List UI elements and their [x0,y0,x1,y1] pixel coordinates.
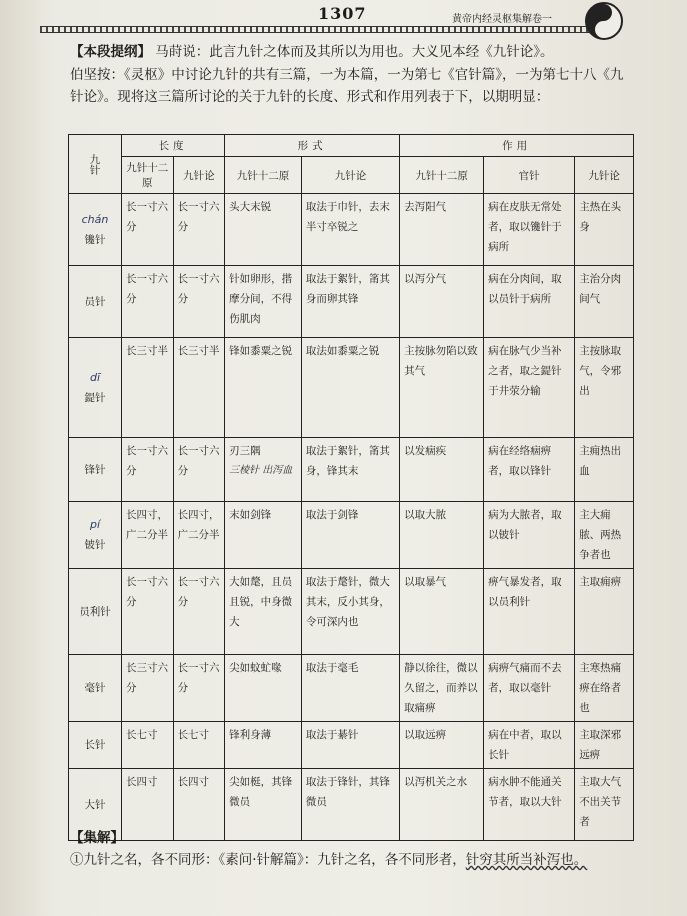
cell-text: 末如剑锋 [229,509,272,521]
cell-form-b [301,502,399,569]
cell-text: 以取暴气 [404,576,447,588]
cell-len-b [173,769,225,841]
cell-text: 尖如梃，其锋微员 [229,776,293,808]
cell-len-b [173,502,225,569]
commentary-underlined: 针穷其所当补泻也。 [465,852,588,868]
cell-text: 长一寸六分 [126,576,168,608]
needle-name: 锋针 [84,463,106,476]
cell-text: 长七寸 [177,729,210,741]
cell-form-b [301,722,399,769]
cell-text: 主取痈痹 [579,576,622,588]
cell-text: 以取远痹 [404,729,447,741]
cell-len-a [122,266,174,338]
needle-name: 长针 [84,739,106,751]
cell-use-b [484,655,575,722]
cell-form-a [225,769,302,841]
cell-len-a [122,194,174,266]
cell-text: 取法于锋针，其锋微员 [305,776,390,808]
cell-text: 主取大气不出关节者 [579,776,622,828]
cell-text: 长一寸六分 [177,445,220,477]
cell-use-c [575,266,634,338]
cell-use-b [484,569,575,655]
col-len-b: 九针论 [173,157,225,194]
cell-text: 病水肿不能通关节者，取以大针 [488,776,562,808]
cell-form-a [225,338,302,438]
col-form-b: 九针论 [301,157,399,194]
cell-text: 病痹气痛而不去者，取以毫针 [488,662,562,694]
cell-len-b [173,722,225,769]
cell-text: 长一寸六分 [177,273,220,305]
cell-len-b [173,569,225,655]
cell-text: 病为大脓者，取以铍针 [488,509,562,541]
cell-form-a [225,266,302,338]
cell-use-a [400,438,484,502]
cell-text: 刃三隅 [229,445,261,457]
cell-form-b [301,266,399,338]
cell-form-b [301,438,399,502]
cell-use-b [484,266,575,338]
cell-use-a [400,569,484,655]
cell-use-b [484,502,575,569]
col-use-b: 官针 [484,157,575,194]
page-header [0,0,687,40]
cell-use-b [484,338,575,438]
col-group-use: 作用 [400,135,634,157]
cell-text: 长三寸六分 [126,662,168,694]
cell-text: 头大末锐 [229,201,272,213]
nine-needles-table [68,134,634,841]
cell-text: 以发痼疾 [404,445,447,457]
table-row [69,338,634,438]
cell-text: 尖如蚊虻喙 [229,662,282,674]
col-use-c: 九针论 [575,157,634,194]
table-row [69,655,634,722]
cell-text: 主寒热痛痹在络者也 [579,662,622,714]
col-use-a: 九针十二原 [400,157,484,194]
needle-name: 员利针 [79,605,111,618]
table-row [69,438,634,502]
cell-use-c [575,194,634,266]
cell-use-c [575,722,634,769]
cell-len-a [122,438,174,502]
cell-text: 长三寸半 [177,345,220,357]
commentary-line [70,848,630,868]
outline-tag: 【本段提纲】 [70,44,151,60]
cell-text: 取法于剑锋 [305,509,359,521]
cell-len-a [122,338,174,438]
table-row [69,266,634,338]
table-row [69,769,634,841]
cell-text: 病在皮肤无常处者，取以镵针于病所 [488,201,562,253]
cell-text: 长一寸六分 [126,201,168,233]
needle-name-cell [69,502,122,569]
section-title: 【集解】 [70,830,124,846]
cell-text: 长四寸，广二分半 [126,509,168,541]
needle-name-cell [69,722,122,769]
cell-text: 取法于絮针，筩其身，锋其末 [305,445,390,477]
cell-text: 病在脉气少当补之者，取之鍉针于井荥分输 [488,345,562,397]
cell-use-a [400,769,484,841]
cell-text: 主取深邪远痹 [579,729,622,761]
cell-len-a [122,655,174,722]
cell-use-c [575,338,634,438]
cell-use-c [575,569,634,655]
outline-text: 马莳说：此言九针之体而及其所以为用也。大义见本经《九针论》。 [155,44,554,60]
cell-use-c [575,769,634,841]
cell-len-b [173,338,225,438]
cell-use-a [400,194,484,266]
col-header-name: 九针 [69,135,122,194]
cell-text: 取法如黍粟之锐 [305,345,380,357]
cell-text: 取法于巾针，去末半寸卒锐之 [305,201,390,233]
cell-text: 取法于氂针，微大其末，反小其身，令可深内也 [305,576,390,628]
cell-form-b [301,769,399,841]
cell-use-a [400,502,484,569]
cell-text: 去泻阳气 [404,201,447,213]
needle-name-cell [69,194,122,266]
needle-name-cell [69,266,122,338]
cell-text: 病在中者，取以长针 [488,729,562,761]
needle-name: 大针 [84,798,106,811]
cell-text: 主大痈脓、两热争者也 [579,509,622,561]
cell-len-b [173,438,225,502]
col-group-length: 长度 [122,135,225,157]
cell-use-b [484,194,575,266]
commentary-text: ①九针之名，各不同形：《素问·针解篇》：九针之名，各不同形者， [70,852,466,868]
needle-name: 铍针 [84,539,106,551]
cell-form-a [225,502,302,569]
cell-text: 以泻分气 [404,273,447,285]
table-row [69,722,634,769]
handwritten-pinyin: pí [89,518,101,531]
cell-text: 锋如黍粟之锐 [229,345,293,357]
running-title: 黄帝内经灵枢集解卷一 [452,14,552,25]
page-number: 1307 [318,4,367,23]
col-len-a: 九针十二原 [122,157,174,194]
cell-text: 长四寸 [126,776,158,788]
cell-text: 主痈热出血 [579,445,622,477]
cell-text: 取法于綦针 [305,729,359,741]
cell-text: 以取大脓 [404,509,447,521]
cell-len-b [173,194,225,266]
cell-use-a [400,722,484,769]
needle-name: 员针 [84,295,106,308]
cell-text: 长一寸六分 [177,576,220,608]
cell-text: 静以徐往，微以久留之，而养以取痛痹 [404,662,478,714]
cell-form-a [225,194,302,266]
cell-use-c [575,502,634,569]
decorative-band [40,26,595,33]
cell-text: 病在经络痼痹者，取以锋针 [488,445,552,477]
cell-len-b [173,266,225,338]
cell-use-a [400,338,484,438]
cell-text: 取法于絮针，筩其身而卵其锋 [305,273,390,305]
cell-len-a [122,569,174,655]
yin-yang-icon [585,2,623,40]
cell-text: 长四寸，广二分半 [177,509,220,541]
cell-text: 长四寸 [177,776,210,788]
cell-text: 取法于毫毛 [305,662,359,674]
needle-name-cell [69,569,122,655]
cell-text: 锋利身薄 [229,729,272,741]
cell-form-a [225,722,302,769]
cell-form-a [225,569,302,655]
needle-name: 镵针 [84,233,106,246]
handwritten-pinyin: dī [89,370,101,384]
cell-use-b [484,438,575,502]
cell-use-a [400,655,484,722]
cell-text: 长一寸六分 [177,662,220,694]
cell-form-a [225,655,302,722]
note-paragraph: 伯坚按：《灵枢》中讨论九针的共有三篇，一为本篇，一为第七《官针篇》，一为第七十八《九针论》。现将这三篇所讨论的关于九针的长度、形式和作用列表于下，以期明显： [70,67,624,105]
table-row [69,569,634,655]
cell-text: 长三寸半 [126,345,168,357]
cell-use-b [484,769,575,841]
cell-use-c [575,438,634,502]
cell-form-b [301,569,399,655]
cell-text: 长七寸 [126,729,158,741]
needle-name-cell [69,655,122,722]
col-form-a: 九针十二原 [225,157,302,194]
cell-text: 长一寸六分 [126,273,168,305]
cell-form-b [301,655,399,722]
cell-len-a [122,722,174,769]
table-row [69,194,634,266]
cell-text: 主按脉取气，令邪出 [579,345,622,397]
cell-text: 长一寸六分 [126,445,168,477]
cell-text: 长一寸六分 [177,201,220,233]
handwritten-note: 三棱针 出泻血 [229,465,293,476]
cell-len-b [173,655,225,722]
cell-text: 主热在头身 [579,201,622,233]
cell-text: 痹气暴发者，取以员利针 [488,576,562,608]
cell-text: 以泻机关之水 [404,776,468,788]
cell-use-c [575,655,634,722]
cell-text: 针如卵形，揩摩分间，不得伤肌肉 [229,273,293,325]
cell-use-a [400,266,484,338]
cell-len-a [122,502,174,569]
table-body [69,194,634,841]
handwritten-pinyin: chán [81,212,109,226]
cell-text: 主按脉勿陷以致其气 [404,345,478,377]
cell-text: 病在分肉间，取以员针于病所 [488,273,562,305]
cell-form-b [301,194,399,266]
outline-paragraph [70,41,630,63]
needle-name: 鍉针 [84,391,106,404]
cell-text: 主治分肉间气 [579,273,622,305]
cell-form-a [225,438,302,502]
needle-name: 毫针 [84,682,106,694]
cell-form-b [301,338,399,438]
needle-name-cell [69,338,122,438]
needle-name-cell [69,438,122,502]
col-group-form: 形式 [225,135,400,157]
cell-use-b [484,722,575,769]
table-row [69,502,634,569]
cell-len-a [122,769,174,841]
cell-text: 大如氂，且员且锐，中身微大 [229,576,293,628]
